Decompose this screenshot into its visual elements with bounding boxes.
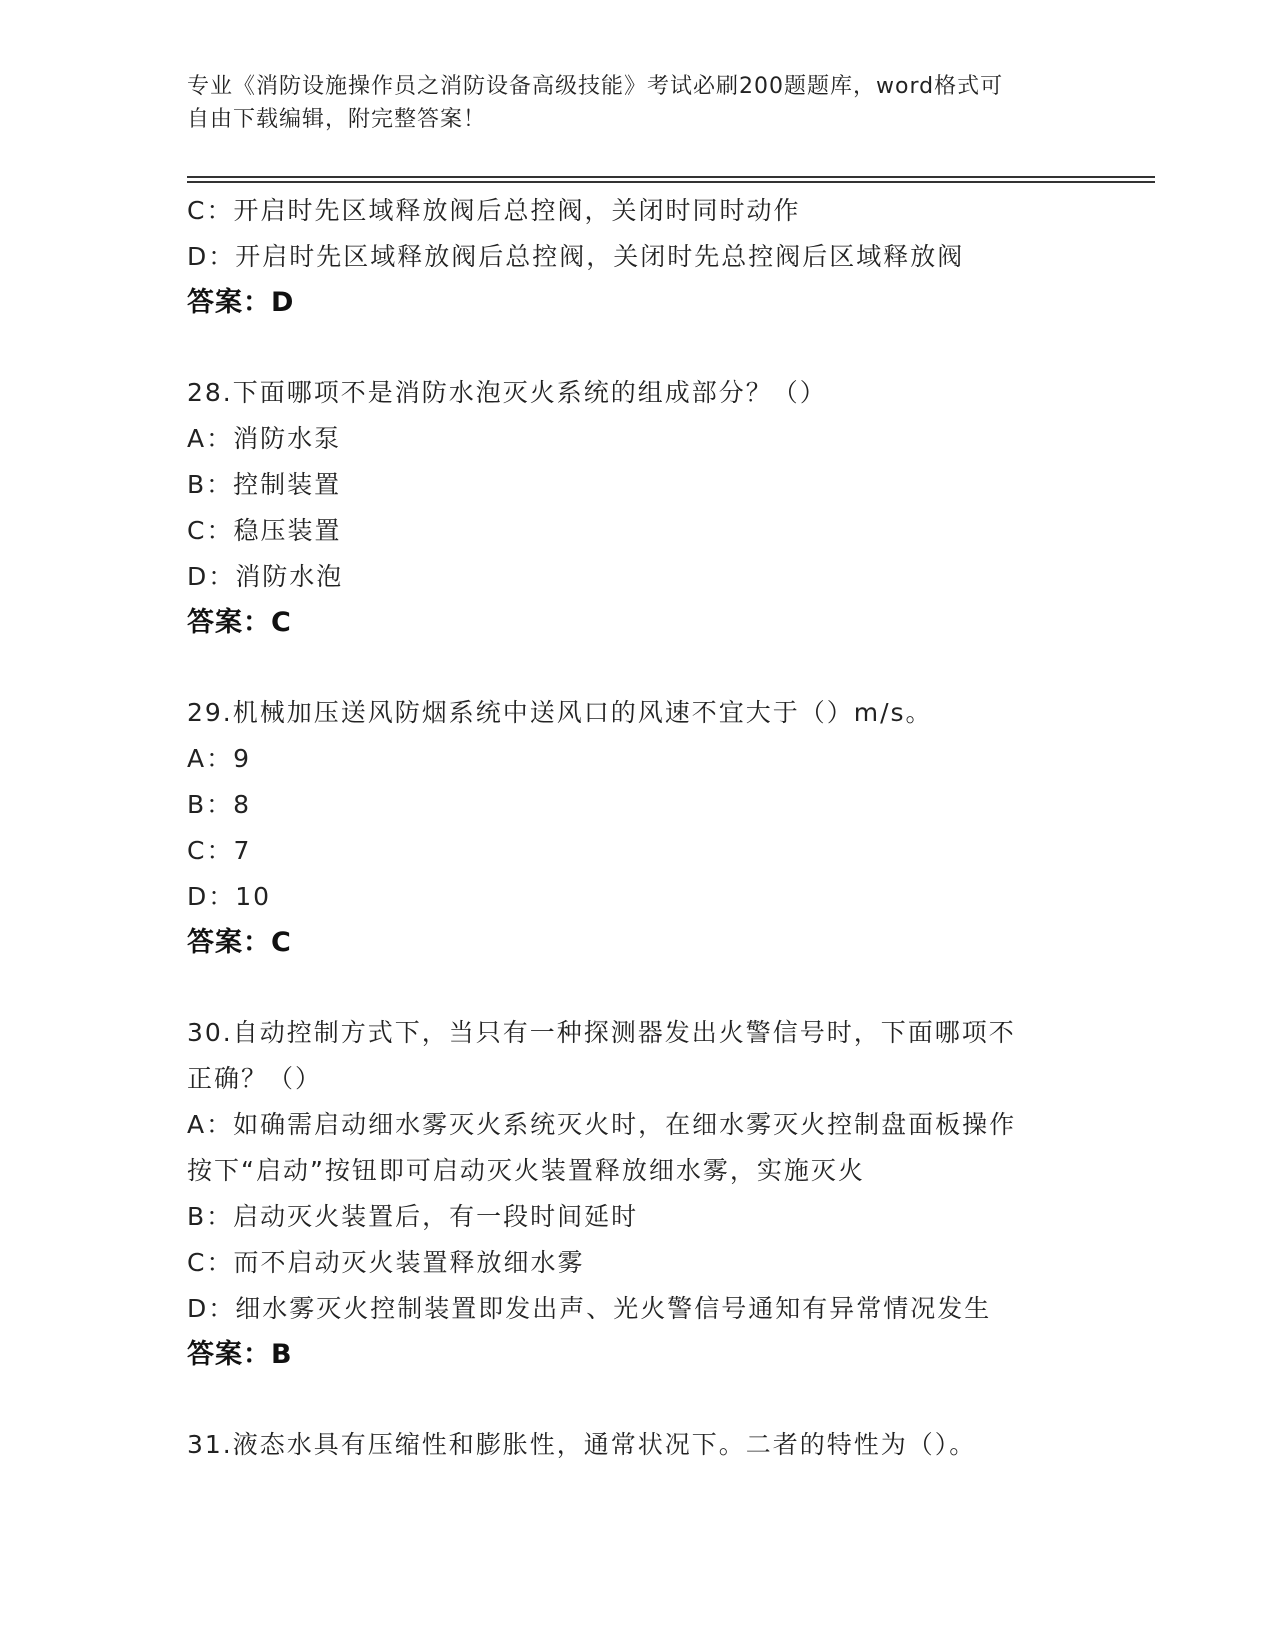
option-c: C：7 <box>187 836 252 865</box>
question-31 <box>187 1422 1087 1468</box>
question-27-tail <box>187 188 1087 326</box>
question-list <box>187 188 1087 1468</box>
option-b: B：控制装置 <box>187 470 342 499</box>
option-a-line-2: 按下“启动”按钮即可启动灭火装置释放细水雾，实施灭火 <box>187 1156 865 1185</box>
option-a: A：9 <box>187 744 252 773</box>
answer: 答案：B <box>187 1339 293 1370</box>
option-d: D：消防水泡 <box>187 562 344 591</box>
option-d: D：10 <box>187 882 272 911</box>
header-line-2: 自由下载编辑，附完整答案！ <box>187 107 487 132</box>
question-30 <box>187 1010 1087 1378</box>
option-c: C：稳压装置 <box>187 516 342 545</box>
option-b: B：启动灭火装置后，有一段时间延时 <box>187 1202 639 1231</box>
option-a-line-1: A：如确需启动细水雾灭火系统灭火时，在细水雾灭火控制盘面板操作 <box>187 1110 1017 1139</box>
answer: 答案：C <box>187 607 292 638</box>
answer: 答案：C <box>187 927 292 958</box>
question-text-line-1: 30.自动控制方式下，当只有一种探测器发出火警信号时，下面哪项不 <box>187 1018 1016 1047</box>
header-divider-bottom <box>187 181 1155 183</box>
spacer <box>187 646 1087 690</box>
option-b: B：8 <box>187 790 252 819</box>
spacer <box>187 966 1087 1010</box>
spacer <box>187 1378 1087 1422</box>
question-text: 31.液态水具有压缩性和膨胀性，通常状况下。二者的特性为（）。 <box>187 1430 977 1459</box>
option-d: D：开启时先区域释放阀后总控阀，关闭时先总控阀后区域释放阀 <box>187 242 965 271</box>
option-a: A：消防水泵 <box>187 424 342 453</box>
question-text: 29.机械加压送风防烟系统中送风口的风速不宜大于（）m/s。 <box>187 698 933 727</box>
question-28 <box>187 370 1087 646</box>
option-c: C：开启时先区域释放阀后总控阀，关闭时同时动作 <box>187 196 801 225</box>
answer: 答案：D <box>187 287 295 318</box>
spacer <box>187 326 1087 370</box>
question-text: 28.下面哪项不是消防水泡灭火系统的组成部分？（） <box>187 378 827 407</box>
header-line-1: 专业《消防设施操作员之消防设备高级技能》考试必刷200题题库，word格式可 <box>187 74 1004 99</box>
header-divider-top <box>187 176 1155 178</box>
option-c: C：而不启动灭火装置释放细水雾 <box>187 1248 585 1277</box>
question-text-line-2: 正确？（） <box>187 1064 323 1093</box>
option-d: D：细水雾灭火控制装置即发出声、光火警信号通知有异常情况发生 <box>187 1294 992 1323</box>
question-29 <box>187 690 1087 966</box>
document-header <box>187 70 1067 136</box>
